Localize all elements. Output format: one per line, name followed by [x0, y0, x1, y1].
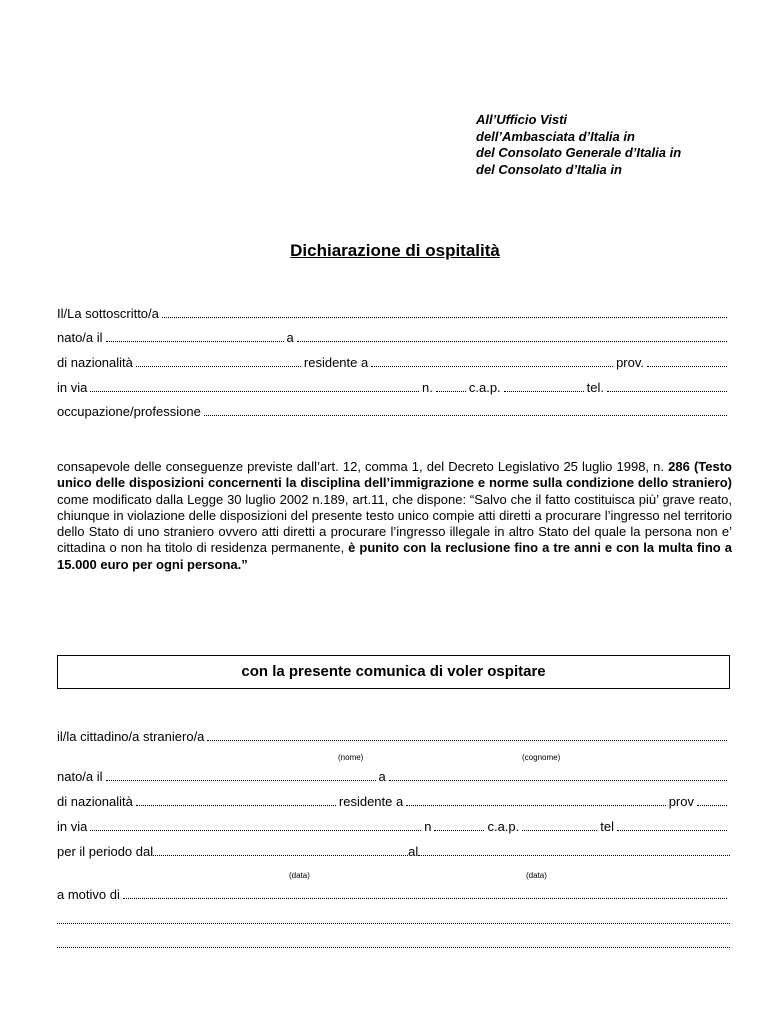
phone-field[interactable]: [607, 380, 727, 392]
label: prov: [668, 794, 694, 809]
label: il/la cittadino/a straniero/a: [57, 729, 205, 744]
label: n.: [422, 380, 433, 395]
guest-nationality-field[interactable]: [136, 794, 336, 806]
guest-line-motivo: [57, 887, 730, 905]
reason-continuation-line: [57, 936, 730, 954]
guest-line-periodo: [57, 844, 730, 862]
label: per il periodo dal: [57, 844, 154, 859]
paragraph-bold: 286 (Testo unico delle disposizioni concernenti la disciplina dell’immigrazione e norme sulla condizione dello straniero): [57, 459, 732, 491]
hint-data-to: (data): [526, 871, 547, 880]
label: n: [424, 819, 432, 834]
guest-birth-place-field[interactable]: [389, 769, 727, 781]
recipient-address: [476, 112, 681, 178]
hint-cognome: (cognome): [522, 753, 561, 762]
birth-date-field[interactable]: [106, 330, 284, 342]
label: tel: [600, 819, 614, 834]
label: a: [286, 330, 294, 345]
label: nato/a il: [57, 769, 103, 784]
label: di nazionalità: [57, 355, 133, 370]
occupation-field[interactable]: [204, 404, 727, 416]
label: residente a: [303, 355, 369, 370]
birth-place-field[interactable]: [297, 330, 727, 342]
guest-birth-date-field[interactable]: [106, 769, 376, 781]
guest-province-field[interactable]: [697, 794, 727, 806]
label: Il/La sottoscritto/a: [57, 306, 159, 321]
guest-cap-field[interactable]: [522, 819, 597, 831]
label: di nazionalità: [57, 794, 133, 809]
reason-field-2[interactable]: [57, 912, 730, 924]
period-from-field[interactable]: [153, 844, 408, 856]
guest-line-nazionalita: [57, 794, 730, 812]
label: a: [378, 769, 386, 784]
label: residente a: [338, 794, 404, 809]
guest-phone-field[interactable]: [617, 819, 727, 831]
hint-data-from: (data): [289, 871, 310, 880]
form-line-sottoscritto: [57, 306, 730, 324]
guest-number-field[interactable]: [434, 819, 484, 831]
label: c.a.p.: [487, 819, 520, 834]
label: tel.: [586, 380, 604, 395]
label: c.a.p.: [468, 380, 501, 395]
label: in via: [57, 380, 88, 395]
paragraph-text: come modificato dalla Legge 30 luglio 2002 n.189, art.11, che dispone: “Salvo che il fatto costituisca più’ grave reato, chiunque in violazione delle disposizioni del presente testo unico compie atti diretti a procurare l’ingresso nel territorio dello Stato di uno straniero ovvero atti diretti a procurare l’ingresso illegale in altro Stato del quale la persona non e’ cittadina o non ha titolo di residenza permanente,: [57, 491, 732, 556]
period-to-field[interactable]: [418, 844, 730, 856]
label: occupazione/professione: [57, 404, 201, 419]
form-line-nazionalita: [57, 355, 730, 373]
hint-nome: (nome): [338, 753, 364, 762]
guest-line-cittadino: [57, 729, 730, 747]
recipient-line: del Consolato d’Italia in: [476, 161, 622, 177]
guest-line-nato: [57, 769, 730, 787]
province-field[interactable]: [647, 355, 727, 367]
paragraph-text: consapevole delle conseguenze previste dall’art. 12, comma 1, del Decreto Legislativo 25 luglio 1998, n.: [57, 459, 669, 474]
recipient-line: del Consolato Generale d’Italia in: [476, 145, 682, 160]
street-field[interactable]: [90, 380, 419, 392]
guest-line-via: [57, 819, 730, 837]
label: a motivo di: [57, 887, 120, 902]
guest-residence-field[interactable]: [406, 794, 665, 806]
section-heading-box: con la presente comunica di voler ospitare: [57, 655, 730, 689]
number-field[interactable]: [436, 380, 466, 392]
guest-name-field[interactable]: [207, 729, 727, 741]
reason-field-3[interactable]: [57, 936, 730, 948]
name-field[interactable]: [162, 306, 727, 318]
label: in via: [57, 819, 88, 834]
label: prov.: [616, 355, 644, 370]
recipient-line: dell’Ambasciata d’Italia in: [476, 128, 635, 144]
paragraph-bold: è punito con la reclusione fino a tre anni e con la multa fino a 15.000 euro per ogni persona.”: [57, 540, 733, 572]
page-title: Dichiarazione di ospitalità: [290, 241, 500, 260]
form-line-occupazione: [57, 404, 730, 422]
reason-continuation-line: [57, 912, 730, 930]
form-line-via: [57, 380, 730, 398]
cap-field[interactable]: [504, 380, 584, 392]
form-line-nato: [57, 330, 730, 348]
recipient-line: All’Ufficio Visti: [476, 112, 568, 127]
guest-street-field[interactable]: [90, 819, 421, 831]
label: al: [408, 844, 419, 859]
nationality-field[interactable]: [136, 355, 301, 367]
label: nato/a il: [57, 330, 103, 345]
residence-field[interactable]: [371, 355, 613, 367]
legal-paragraph: [57, 459, 732, 573]
reason-field[interactable]: [123, 887, 727, 899]
